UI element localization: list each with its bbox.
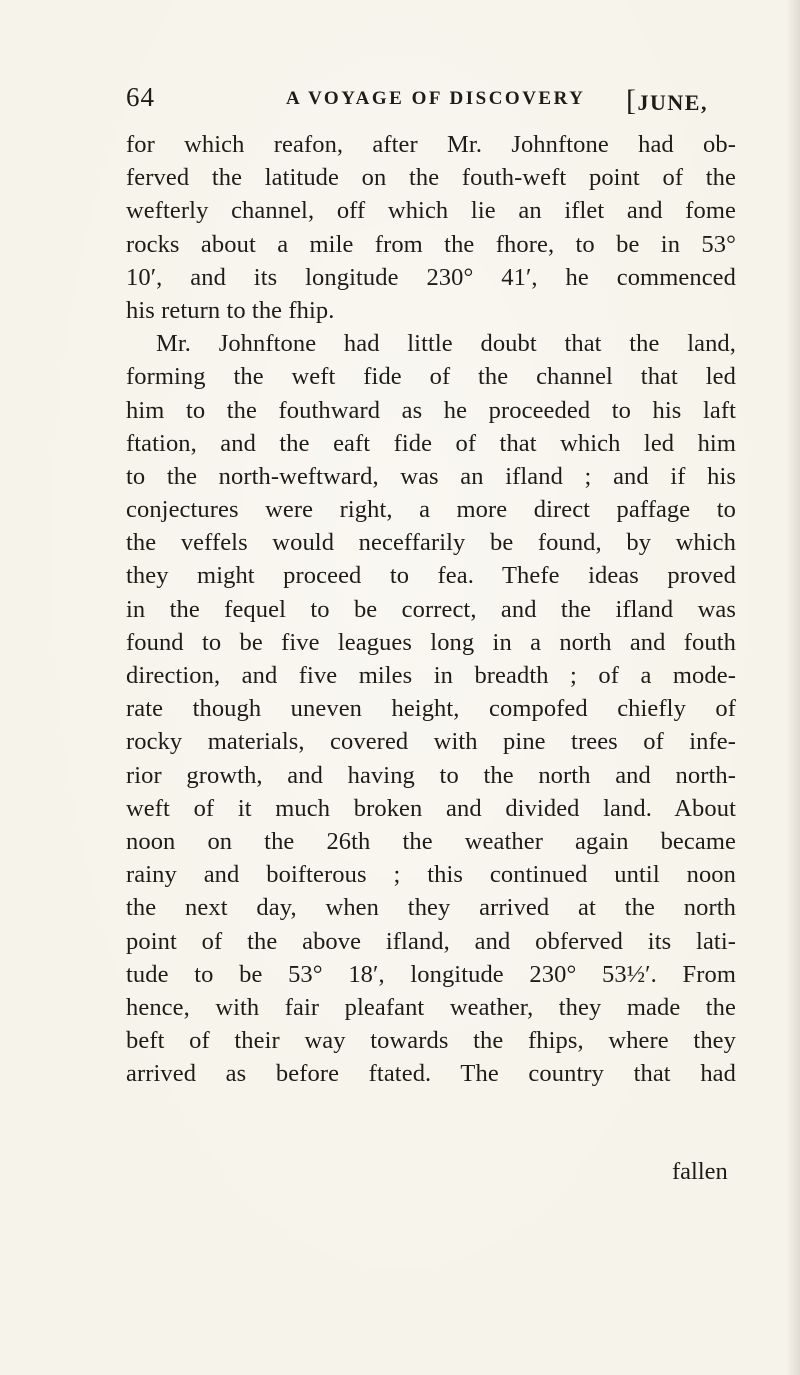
text-line: conjectures were right, a more direct paffage to bbox=[126, 496, 736, 524]
paragraph-first-line: Mr. Johnftone had little doubt that the land, bbox=[156, 330, 736, 358]
text-line: rate though uneven height, compofed chiefly of bbox=[126, 695, 736, 723]
text-line: rocky materials, covered with pine trees of infe- bbox=[126, 728, 736, 756]
running-date-text: JUNE, bbox=[637, 90, 708, 115]
text-line: him to the fouthward as he proceeded to his laft bbox=[126, 396, 736, 424]
text-line: point of the above ifland, and obferved its lati- bbox=[126, 927, 736, 955]
text-line: forming the weft fide of the channel that led bbox=[126, 363, 736, 391]
page-header bbox=[126, 82, 734, 122]
text-line: arrived as before ftated. The country that had bbox=[126, 1060, 736, 1088]
text-line: ferved the latitude on the fouth-weft point of the bbox=[126, 164, 736, 192]
text-line: rior growth, and having to the north and north- bbox=[126, 761, 736, 789]
text-line: direction, and five miles in breadth ; of a mode- bbox=[126, 662, 736, 689]
text-line: beft of their way towards the fhips, where they bbox=[126, 1027, 736, 1055]
running-date bbox=[626, 84, 708, 118]
text-line: 10′, and its longitude 230° 41′, he commenced bbox=[126, 263, 736, 291]
body-text bbox=[126, 128, 736, 1090]
text-line: the veffels would neceffarily be found, by which bbox=[126, 529, 736, 557]
text-line: hence, with fair pleafant weather, they made the bbox=[126, 993, 736, 1021]
text-line: ftation, and the eaft fide of that which led him bbox=[126, 429, 736, 457]
text-line: the next day, when they arrived at the north bbox=[126, 894, 736, 922]
text-line: tude to be 53° 18′, longitude 230° 53½′. From bbox=[126, 960, 736, 988]
page-number: 64 bbox=[126, 82, 155, 112]
text-line: wefterly channel, off which lie an iflet and fome bbox=[126, 197, 736, 225]
text-line: weft of it much broken and divided land. About bbox=[126, 794, 736, 822]
text-line: noon on the 26th the weather again became bbox=[126, 827, 736, 855]
text-line: found to be five leagues long in a north and fouth bbox=[126, 628, 736, 656]
page-edge-shadow bbox=[786, 0, 800, 1375]
text-line: rocks about a mile from the fhore, to be in 53° bbox=[126, 230, 736, 258]
text-line: they might proceed to fea. Thefe ideas proved bbox=[126, 562, 736, 590]
catchword: fallen bbox=[672, 1158, 728, 1185]
text-line: rainy and boifterous ; this continued until noon bbox=[126, 861, 736, 889]
bracket-glyph: [ bbox=[626, 84, 638, 117]
running-title: A VOYAGE OF DISCOVERY bbox=[286, 88, 586, 109]
text-line: to the north-weftward, was an ifland ; and if his bbox=[126, 462, 736, 490]
text-line: his return to the fhip. bbox=[126, 296, 335, 324]
text-line: for which reafon, after Mr. Johnftone had ob- bbox=[126, 131, 736, 158]
text-line: in the fequel to be correct, and the ifland was bbox=[126, 595, 736, 623]
